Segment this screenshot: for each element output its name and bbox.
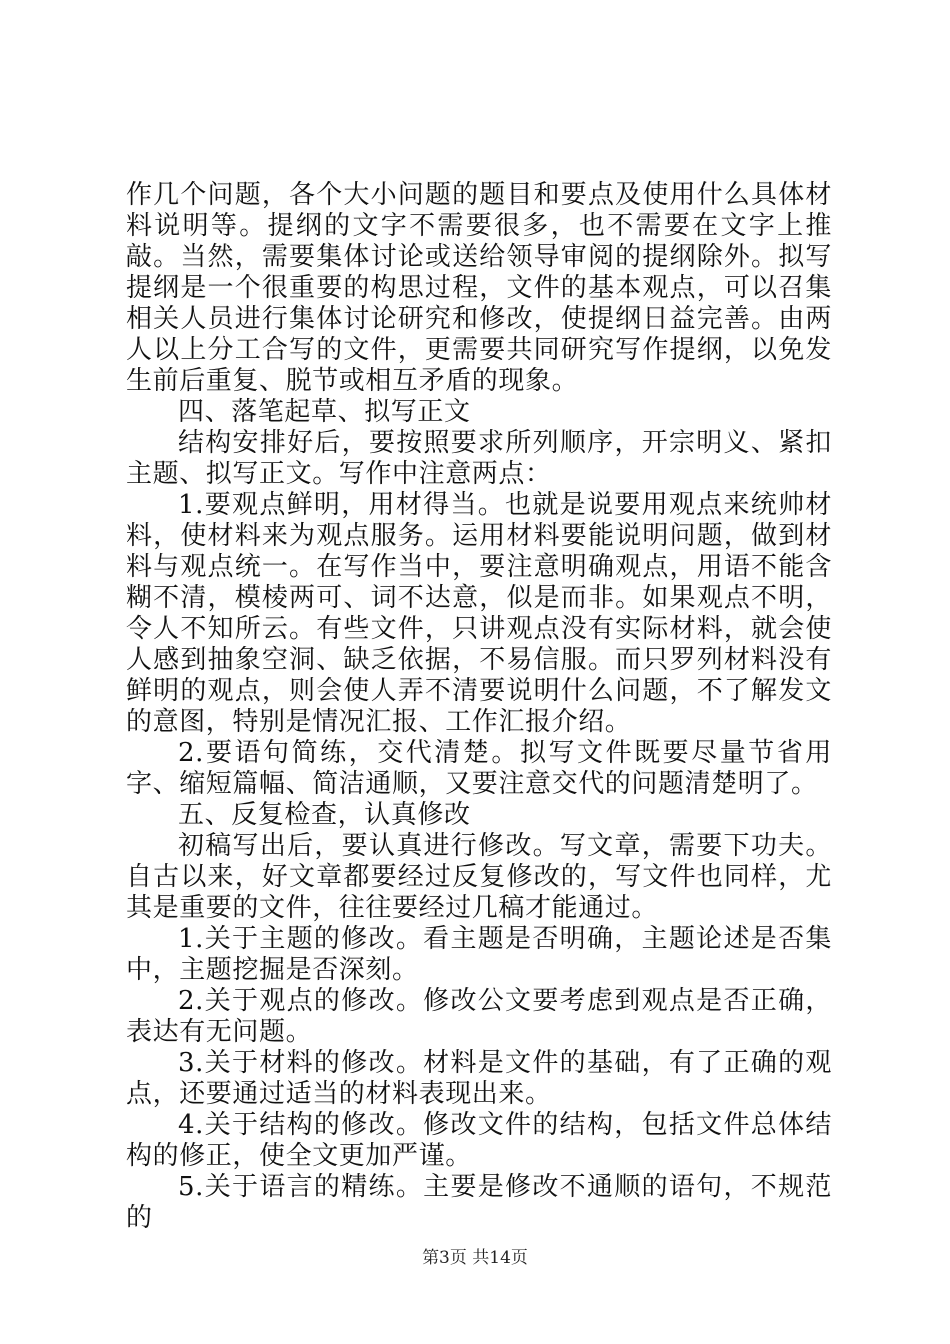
- paragraph-revision-language: 5.关于语言的精练。主要是修改不通顺的语句，不规范的: [126, 1172, 832, 1233]
- paragraph-outline-continuation: 作几个问题，各个大小问题的题目和要点及使用什么具体材料说明等。提纲的文字不需要很多，也不需要在文字上推敲。当然，需要集体讨论或送给领导审阅的提纲除外。拟写提纲是一个很重要的构思过程，文件的基本观点，可以召集相关人员进行集体讨论研究和修改，使提纲日益完善。由两人以上分工合写的文件，更需要共同研究写作提纲，以免发生前后重复、脱节或相互矛盾的现象。: [126, 180, 832, 396]
- paragraph-point-concise: 2.要语句简练，交代清楚。拟写文件既要尽量节省用字、缩短篇幅、简洁通顺，又要注意交代的问题清楚明了。: [126, 738, 832, 799]
- paragraph-revision-material: 3.关于材料的修改。材料是文件的基础，有了正确的观点，还要通过适当的材料表现出来。: [126, 1048, 832, 1109]
- section-heading-revision: 五、反复检查，认真修改: [178, 800, 471, 830]
- paragraph-point-viewpoint: 1.要观点鲜明，用材得当。也就是说要用观点来统帅材料，使材料来为观点服务。运用材料要能说明问题，做到材料与观点统一。在写作当中，要注意明确观点，用语不能含糊不清，模棱两可、词不达意，似是而非。如果观点不明，令人不知所云。有些文件，只讲观点没有实际材料，就会使人感到抽象空洞、缺乏依据，不易信服。而只罗列材料没有鲜明的观点，则会使人弄不清要说明什么问题，不了解发文的意图，特别是情况汇报、工作汇报介绍。: [126, 490, 832, 737]
- paragraph-revision-intro: 初稿写出后，要认真进行修改。写文章，需要下功夫。自古以来，好文章都要经过反复修改的，写文件也同样，尤其是重要的文件，往往要经过几稿才能通过。: [126, 831, 832, 923]
- section-heading-drafting: 四、落笔起草、拟写正文: [178, 397, 471, 427]
- paragraph-revision-structure: 4.关于结构的修改。修改文件的结构，包括文件总体结构的修正，使全文更加严谨。: [126, 1110, 832, 1171]
- document-body: [126, 180, 832, 1234]
- paragraph-revision-theme: 1.关于主题的修改。看主题是否明确，主题论述是否集中，主题挖掘是否深刻。: [126, 924, 832, 985]
- page-number-footer: 第3页 共14页: [422, 1248, 528, 1268]
- paragraph-drafting-intro: 结构安排好后，要按照要求所列顺序，开宗明义、紧扣主题、拟写正文。写作中注意两点：: [126, 428, 832, 489]
- paragraph-revision-viewpoint: 2.关于观点的修改。修改公文要考虑到观点是否正确，表达有无问题。: [126, 986, 832, 1047]
